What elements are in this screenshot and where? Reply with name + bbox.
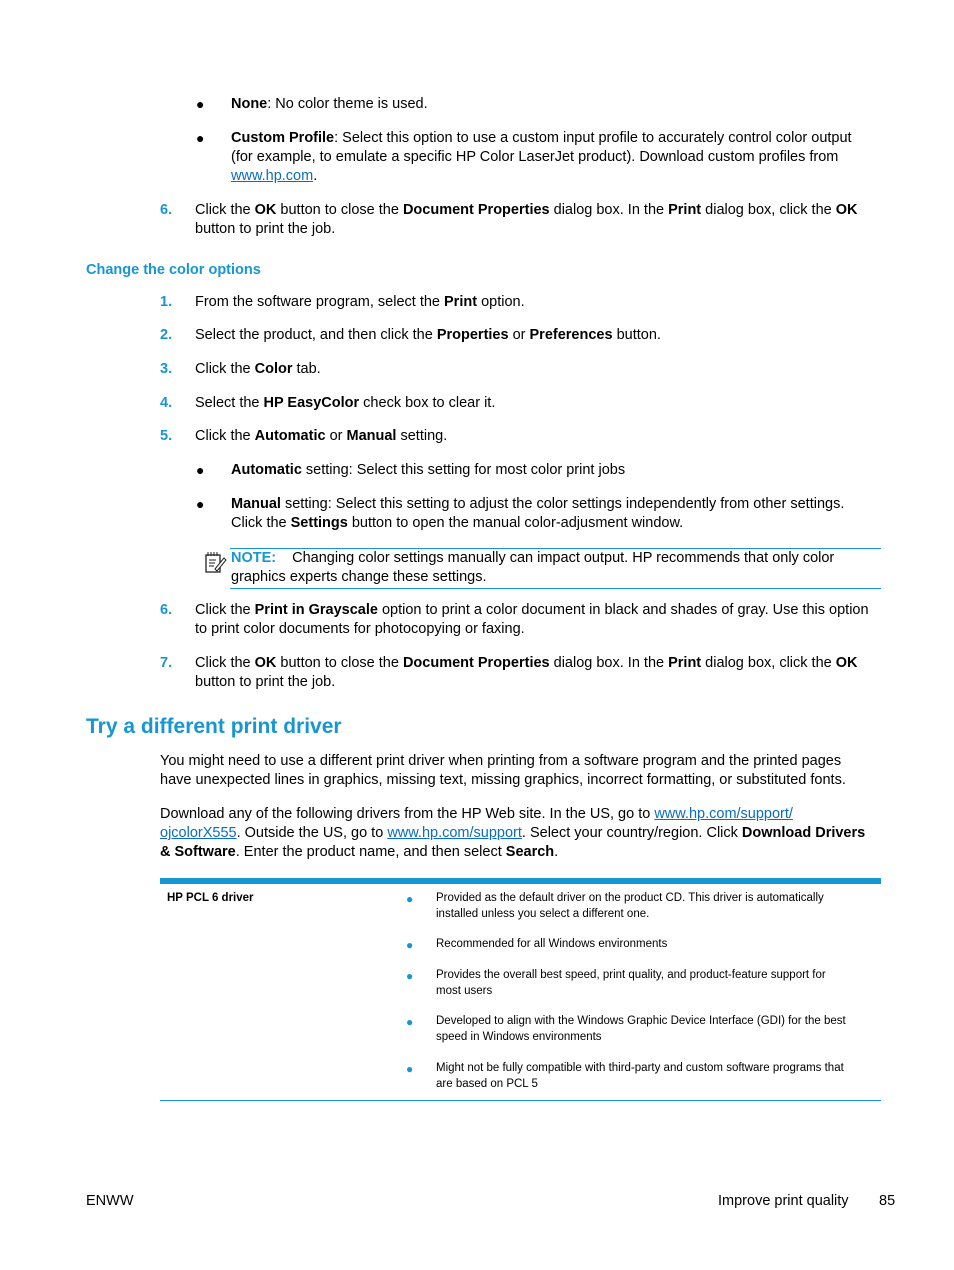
paragraph-term: & Software (160, 844, 236, 860)
bullet-text: setting: Select this setting to adjust the color settings independently from other settings. (280, 496, 845, 512)
table-text: installed unless you select a different one. (436, 908, 650, 920)
step-number: 4. (160, 395, 173, 411)
step-text: dialog box, click the (701, 202, 836, 218)
step-term: OK (835, 202, 858, 218)
bullet-icon: ● (406, 1062, 414, 1076)
table-text: Provides the overall best speed, print quality, and product-feature support for (436, 969, 826, 981)
bullet-icon: ● (406, 892, 414, 906)
step-number: 5. (160, 428, 173, 444)
step-2 (195, 326, 661, 345)
step-number: 6. (160, 602, 173, 618)
step-1 (195, 293, 525, 312)
bullet-text: . (313, 168, 318, 184)
step-number: 3. (160, 361, 173, 377)
step-term: Automatic (254, 428, 326, 444)
step-4 (195, 394, 495, 413)
step-6 (195, 601, 895, 639)
bullet-manual (231, 495, 886, 533)
step-text: button to print the job. (195, 674, 336, 690)
table-row (436, 1060, 881, 1092)
step-text: Click the (195, 655, 255, 671)
step-text: dialog box. In the (549, 655, 669, 671)
bullet-text: button to open the manual color-adjusment window. (347, 515, 684, 531)
driver-paragraph-2 (160, 805, 890, 862)
step-text: From the software program, select the (195, 294, 445, 310)
table-top-rule (160, 878, 881, 884)
hp-link[interactable]: www.hp.com (231, 168, 314, 184)
support-link-intl[interactable]: www.hp.com/support (387, 825, 522, 841)
step-text: dialog box, click the (701, 655, 836, 671)
table-text: speed in Windows environments (436, 1031, 602, 1043)
paragraph-text: . Select your country/region. Click (521, 825, 742, 841)
step-text: Click the (195, 202, 255, 218)
bullet-text: Click the (231, 515, 291, 531)
step-text: button to close the (276, 202, 403, 218)
bullet-text: : No color theme is used. (267, 96, 428, 112)
bullet-custom-profile (231, 129, 881, 186)
bullet-icon: ● (406, 938, 414, 952)
bullet-text: : Select this option to use a custom input profile to accurately control color output (334, 130, 852, 146)
bullet-text: setting: Select this setting for most color print jobs (301, 462, 626, 478)
step-text: Click the (195, 602, 255, 618)
step-text: option. (477, 294, 525, 310)
bullet-term: Custom Profile (231, 130, 335, 146)
step-text: Select the product, and then click the (195, 327, 437, 343)
paragraph-text: Download any of the following drivers from the HP Web site. In the US, go to (160, 806, 655, 822)
step-number: 2. (160, 327, 173, 343)
page-heading: Try a different print driver (86, 715, 342, 738)
paragraph-text: have unexpected lines in graphics, missing text, missing graphics, incorrect formatting, or substituted fonts. (160, 772, 846, 788)
paragraph-term: Search (505, 844, 555, 860)
step-text: option to print a color document in black and shades of gray. Use this option (377, 602, 869, 618)
table-text: Might not be fully compatible with third-party and custom software programs that (436, 1062, 844, 1074)
driver-paragraph-1 (160, 752, 890, 790)
step-text: Click the (195, 361, 255, 377)
step-number: 7. (160, 655, 173, 671)
step-text: button to close the (276, 655, 403, 671)
driver-name: HP PCL 6 driver (167, 892, 254, 904)
step-text: or (325, 428, 347, 444)
step-term: OK (835, 655, 858, 671)
table-row (436, 890, 881, 922)
step-term: HP EasyColor (263, 395, 360, 411)
step-number: 6. (160, 202, 173, 218)
step-term: Document Properties (402, 202, 550, 218)
note-icon (203, 550, 227, 574)
step-text: Select the (195, 395, 264, 411)
note-text: graphics experts change these settings. (231, 569, 487, 585)
step-term: Color (254, 361, 293, 377)
note-text: Changing color settings manually can impact output. HP recommends that only color (292, 550, 835, 566)
support-link[interactable]: www.hp.com/support/ (654, 806, 793, 822)
table-text: Recommended for all Windows environments (436, 938, 668, 950)
bullet-term: None (231, 96, 268, 112)
table-row (436, 967, 881, 999)
paragraph-text: . (554, 844, 559, 860)
step-term: Properties (436, 327, 509, 343)
step-5 (195, 427, 447, 446)
table-row (436, 1013, 881, 1045)
step-term: Preferences (529, 327, 613, 343)
step-text: tab. (292, 361, 321, 377)
support-link[interactable]: ojcolorX555 (160, 825, 237, 841)
table-text: most users (436, 985, 493, 997)
step-text: button. (612, 327, 661, 343)
table-bottom-rule (160, 1100, 881, 1101)
note-box (230, 548, 881, 589)
section-heading: Change the color options (86, 262, 261, 278)
step-term: Print (668, 202, 702, 218)
step-text: check box to clear it. (359, 395, 496, 411)
bullet-text: (for example, to emulate a specific HP Color LaserJet product). Download custom profiles from (231, 149, 839, 165)
bullet-icon: ● (196, 462, 205, 478)
bullet-automatic (231, 461, 625, 480)
step-6-top (195, 201, 885, 239)
footer-section: Improve print quality (718, 1193, 849, 1209)
bullet-icon: ● (196, 96, 205, 112)
table-text: Developed to align with the Windows Graphic Device Interface (GDI) for the best (436, 1015, 846, 1027)
footer-label: ENWW (86, 1193, 134, 1209)
step-3 (195, 360, 321, 379)
bullet-term: Settings (290, 515, 348, 531)
note-label: NOTE: (231, 550, 277, 566)
table-row (436, 936, 881, 952)
table-text: are based on PCL 5 (436, 1078, 538, 1090)
paragraph-text: . Enter the product name, and then select (235, 844, 506, 860)
table-text: Provided as the default driver on the product CD. This driver is automatically (436, 892, 824, 904)
bullet-term: Automatic (231, 462, 302, 478)
step-term: OK (254, 655, 277, 671)
step-text: to print color documents for photocopying or faxing. (195, 621, 525, 637)
step-text: setting. (396, 428, 448, 444)
step-term: Manual (346, 428, 397, 444)
step-term: Print in Grayscale (254, 602, 378, 618)
step-7 (195, 654, 885, 692)
step-term: Print (444, 294, 478, 310)
bullet-icon: ● (406, 1015, 414, 1029)
step-text: Click the (195, 428, 255, 444)
bullet-none (231, 95, 428, 114)
paragraph-text: . Outside the US, go to (236, 825, 388, 841)
step-term: Document Properties (402, 655, 550, 671)
bullet-term: Manual (231, 496, 281, 512)
step-text: or (508, 327, 530, 343)
paragraph-text: You might need to use a different print driver when printing from a software program and the printed pages (160, 753, 842, 769)
step-text: button to print the job. (195, 221, 336, 237)
bullet-icon: ● (406, 969, 414, 983)
step-term: OK (254, 202, 277, 218)
page-number: 85 (879, 1193, 896, 1209)
step-number: 1. (160, 294, 173, 310)
step-term: Print (668, 655, 702, 671)
bullet-icon: ● (196, 130, 205, 146)
bullet-icon: ● (196, 496, 205, 512)
step-text: dialog box. In the (549, 202, 669, 218)
paragraph-term: Download Drivers (741, 825, 866, 841)
